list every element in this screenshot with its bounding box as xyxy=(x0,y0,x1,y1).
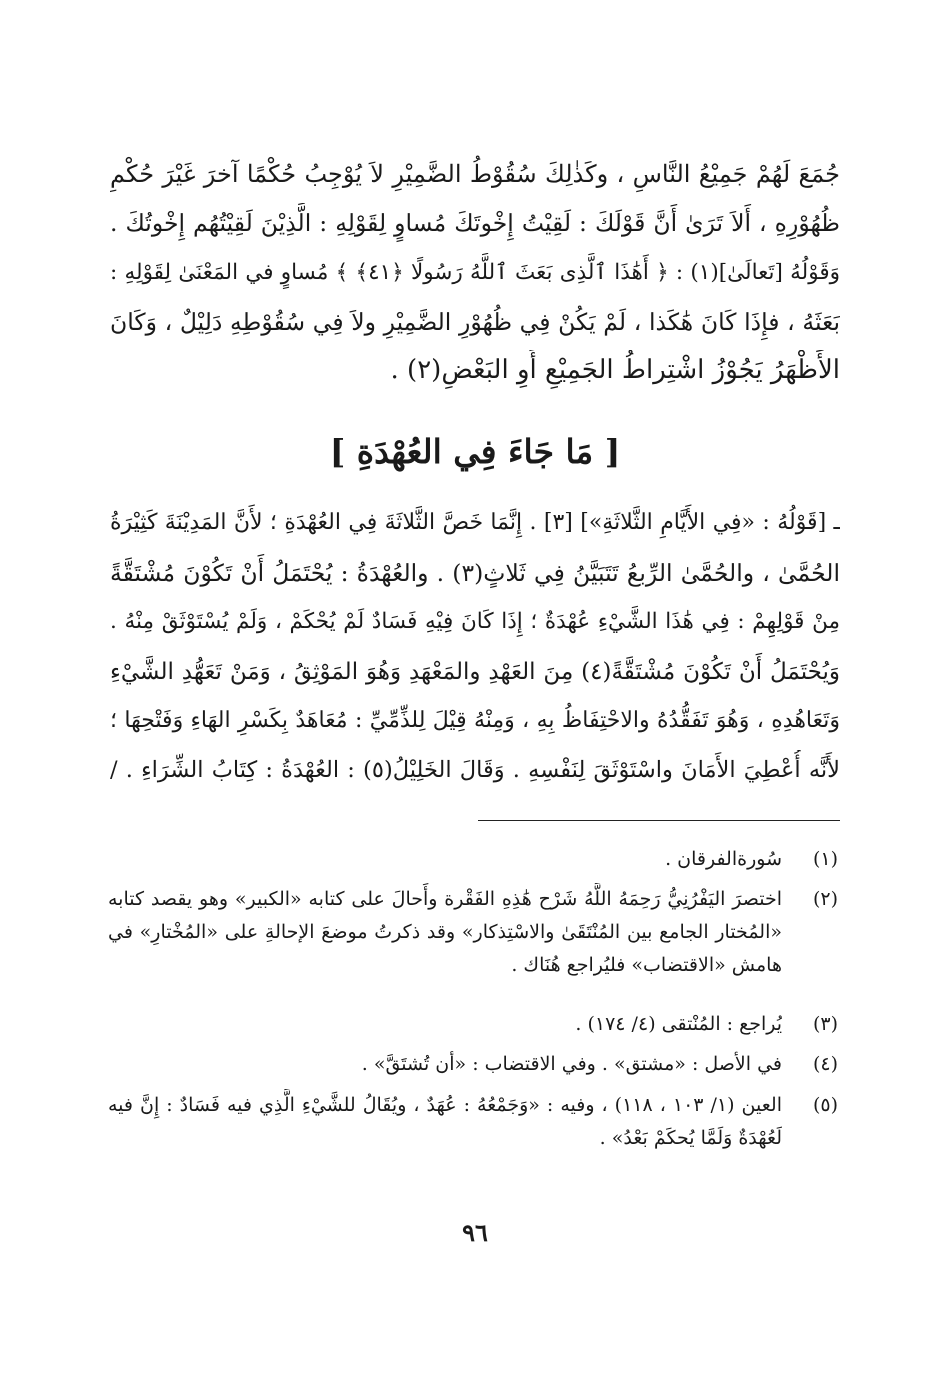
text-line: وَقَوْلُهُ [تَعالَىٰ](١) : ﴿ أَهَٰذَا ٱلَّذِى بَعَثَ ٱللَّهُ رَسُولًا ﴿٤١﴾ ﴾ مُساوٍ في المَعْنَىٰ لِقَوْلِهِ : xyxy=(110,260,840,285)
text-line: وَيُحْتَمَلُ أَنْ تَكُوْنَ مُشْتَقَّةً(٤) مِنَ العَهْدِ والمَعْهَدِ وَهُوَ المَوْثِقُ ، وَمَنْ تَعَهُّدِ الشَّيْءِ xyxy=(110,659,840,685)
footnote xyxy=(108,1048,838,1081)
footnote-number: (١) xyxy=(812,848,838,870)
text-line: بَعَثَهُ ، فإِذَا كَانَ هَٰكَذا ، لَمْ يَكُنْ فِي ظُهُوْرِ الضَّمِيْرِ ولاَ فِي سُقُوْطِهِ دَلِيْلٌ ، وَكَانَ xyxy=(110,308,840,336)
footnote-separator xyxy=(478,820,840,821)
text-line: ظُهُوْرِهِ ، أَلاَ تَرَىٰ أَنَّ قَوْلَكَ : لَقِيْتُ إِخْوتَكَ مُساوٍ لِقَوْلِهِ : الَّذِيْنَ لَقِيْتُهُم إِخْوتُكَ . xyxy=(110,209,840,237)
footnote xyxy=(108,1008,838,1041)
footnote xyxy=(108,1089,838,1155)
text-line: لأَنَّه أُعْطِيَ الأَمَانَ واسْتَوْثَقَ لِنَفْسِهِ . وَقَالَ الخَلِيْلُ(٥) : العُهْدَةُ : كِتَابُ الشِّرَاءِ . / xyxy=(110,757,840,783)
footnote-line: سُورةالفرقان . xyxy=(665,848,782,870)
text-line: وَتَعَاهُدِهِ ، وَهُوَ تَفَقُّدُهُ والاحْتِفَاظُ بِهِ ، وَمِنْهُ قِيْلَ لِلذِّمِّيِّ : مُعَاهَدٌ بِكَسْرِ الهَاءِ وَفَتْحِهَا ؛ xyxy=(110,708,840,733)
footnote-line: اختصرَ اليَفْرُنِيُّ رَحِمَهُ اللَّهُ شَرْح هَٰذِهِ الفَقْرة وأَحالَ على كتابه «الكبير» وهو يقصد كتابه xyxy=(108,888,782,910)
footnote-line: «المُختار الجامع بين المُنْتَقَىٰ والاسْتِذكار» وقد ذكرتُ موضعَ الإحالةِ على «المُخْتارِ» في xyxy=(108,921,782,943)
text-line: الحُمَّىٰ ، والحُمَّىٰ الرِّبعُ تَتَبَيَّنُ فِي ثَلاثٍ(٣) . والعُهْدَةُ : يُحْتَمَلُ أَنْ تَكُوْنَ مُشْتَقَّةً xyxy=(110,559,840,587)
footnote-number: (٤) xyxy=(812,1053,838,1075)
text-line: ـ [قَوْلُهُ : «فِي الأَيَّامِ الثَّلاثَةِ»] [٣] . إِنَّمَا خَصَّ الثَّلاثَةَ فِي العُهْدَةِ ؛ لأَنَّ المَدِيْنَةَ كَثِيْرَةُ xyxy=(110,510,840,535)
text-line: مِنْ قَوْلِهِمْ : فِي هَٰذَا الشَّيْءِ عُهْدَةٌ ؛ إِذَا كَانَ فِيْهِ فَسَادٌ لَمْ يُحْكَمْ ، وَلَمْ يُسْتَوْثَقْ مِنْهُ . xyxy=(110,609,840,634)
footnote-number: (٣) xyxy=(812,1013,838,1035)
footnote xyxy=(108,883,838,982)
footnote-line: في الأصل : «مشتق» . وفي الاقتضاب : «أن تُشتَقَّ» . xyxy=(361,1053,782,1075)
footnote-number: (٥) xyxy=(812,1094,838,1116)
text-line: الأَظْهَرُ يَجُوْزُ اشْتِراطُ الجَمِيْعِ أَوِ البَعْضِ(٢) . xyxy=(390,355,840,385)
footnote-line: لَعُهْدَةٌ وَلَمَّا يُحكَمْ بَعْدُ» . xyxy=(599,1127,782,1149)
page-number: ٩٦ xyxy=(462,1218,488,1247)
footnote xyxy=(108,843,838,876)
footnote-line: يُراجع : المُنْتقى (٤/ ١٧٤) . xyxy=(575,1013,782,1035)
footnote-line: هامش «الاقتضاب» فليُراجع هُنَاك . xyxy=(511,954,782,976)
text-line: جُمَعَ لَهُمْ جَمِيْعُ النَّاسِ ، وكَذٰلِكَ سُقُوْطُ الضَّمِيْرِ لاَ يُوْجِبُ حُكْمًا آخرَ غَيْرَ حُكْمِ xyxy=(110,160,840,188)
footnote-number: (٢) xyxy=(812,888,838,910)
footnote-line: العين (١/ ١٠٣ ، ١١٨) ، وفيه : «وَجَمْعُهُ : عُهَدٌ ، ويُقَالُ للشَّيْءِ الَّذِي فيه فَسَادٌ : إِنَّ فيه xyxy=(108,1094,782,1116)
section-heading: [ مَا جَاءَ فِي العُهْدَةِ ] xyxy=(329,432,621,471)
